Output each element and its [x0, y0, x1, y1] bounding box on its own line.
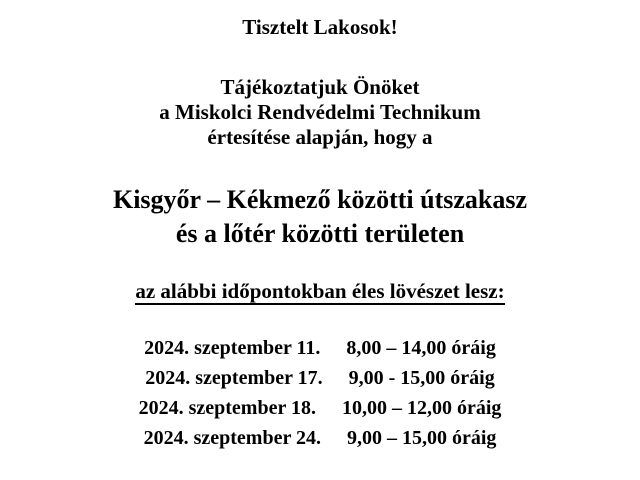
schedule-date: 2024. szeptember 17. — [145, 367, 323, 389]
location-line-1: Kisgyőr – Kékmező közötti útszakasz — [112, 185, 528, 214]
schedule-time: 9,00 – 15,00 óráig — [346, 427, 497, 449]
schedule-time: 8,00 – 14,00 óráig — [346, 337, 496, 359]
location-line-2: és a lőtér közötti területen — [175, 219, 465, 248]
intro-line-1: Tájékoztatjuk Önöket — [220, 75, 420, 99]
leadin-wrapper — [0, 251, 640, 305]
schedule-date: 2024. szeptember 18. — [138, 397, 316, 419]
schedule-list — [0, 305, 640, 453]
intro-line-3: értesítése alapján, hogy a — [207, 125, 433, 149]
schedule-date: 2024. szeptember 11. — [144, 337, 321, 359]
schedule-time: 9,00 - 15,00 óráig — [348, 367, 495, 389]
intro-paragraph — [0, 38, 640, 150]
schedule-date: 2024. szeptember 24. — [143, 427, 321, 449]
intro-line-2: a Miskolci Rendvédelmi Technikum — [159, 100, 481, 124]
schedule-row — [0, 333, 640, 363]
salutation-heading: Tisztelt Lakosok! — [242, 15, 398, 39]
schedule-time: 10,00 – 12,00 óráig — [341, 397, 502, 419]
schedule-row — [0, 363, 640, 393]
schedule-row — [0, 393, 640, 423]
leadin-underlined-text: az alábbi időpontokban éles lövészet lesz: — [135, 279, 505, 303]
location-heading — [0, 150, 640, 251]
schedule-row — [0, 423, 640, 453]
